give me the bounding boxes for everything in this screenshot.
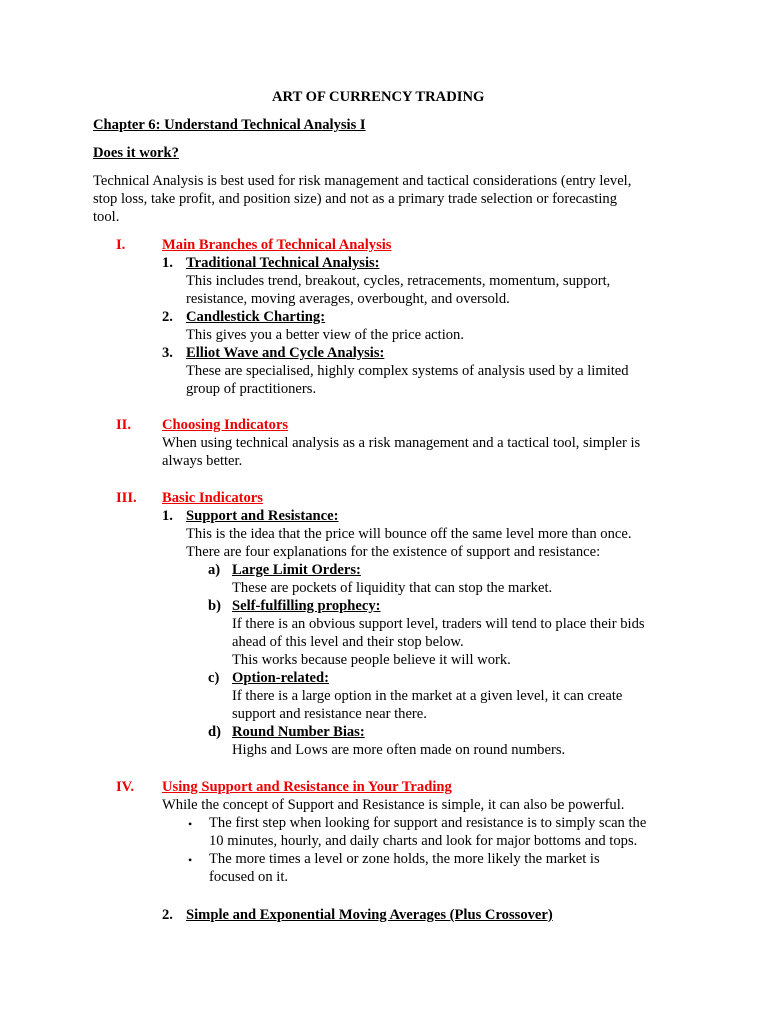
item-number: 1. [162,255,173,271]
section-numeral: I. [116,237,126,253]
sub-item-text: ahead of this level and their stop below. [232,634,464,650]
item-number: 3. [162,345,173,361]
item-text: group of practitioners. [186,381,317,397]
item-title: Simple and Exponential Moving Averages (Plus Crossover) [186,907,553,923]
item-text: This includes trend, breakout, cycles, retracements, momentum, support, [186,273,611,289]
sub-item-letter: d) [208,724,221,740]
item-text: This gives you a better view of the price action. [186,327,465,343]
item-text: This is the idea that the price will bounce off the same level more than once. [186,526,632,542]
document-title: ART OF CURRENCY TRADING [272,89,485,105]
section-text: While the concept of Support and Resistance is simple, it can also be powerful. [162,797,625,813]
section-numeral: IV. [116,779,134,795]
item-text: These are specialised, highly complex systems of analysis used by a limited [186,363,629,379]
bullet-text: 10 minutes, hourly, and daily charts and look for major bottoms and tops. [209,833,638,849]
intro-line: Technical Analysis is best used for risk management and tactical considerations (entry level, [93,173,632,189]
item-text: resistance, moving averages, overbought, and oversold. [186,291,510,307]
section-text: always better. [162,453,243,469]
intro-line: tool. [93,209,120,225]
section-heading: Main Branches of Technical Analysis [162,237,392,253]
section-heading: Using Support and Resistance in Your Trading [162,779,452,795]
section-numeral: III. [116,490,137,506]
item-number: 2. [162,907,173,923]
sub-item-title: Large Limit Orders: [232,562,361,578]
section-numeral: II. [116,417,132,433]
sub-item-text: This works because people believe it will work. [232,652,511,668]
section-heading: Basic Indicators [162,490,263,506]
sub-item-text: If there is an obvious support level, traders will tend to place their bids [232,616,645,632]
bullet-text: The first step when looking for support and resistance is to simply scan the [209,815,647,831]
section-text: When using technical analysis as a risk management and a tactical tool, simpler is [162,435,641,451]
item-title: Elliot Wave and Cycle Analysis: [186,345,385,361]
sub-item-text: Highs and Lows are more often made on round numbers. [232,742,566,758]
sub-item-text: These are pockets of liquidity that can stop the market. [232,580,553,596]
item-title: Candlestick Charting: [186,309,326,325]
item-number: 2. [162,309,173,325]
item-title: Support and Resistance: [186,508,339,524]
sub-item-letter: c) [208,670,220,686]
item-number: 1. [162,508,173,524]
sub-item-title: Option-related: [232,670,330,686]
bullet-text: The more times a level or zone holds, the more likely the market is [209,851,600,867]
sub-item-text: If there is a large option in the market at a given level, it can create [232,688,623,704]
sub-item-letter: b) [208,598,221,614]
bullet-icon: • [188,853,193,867]
sub-item-title: Round Number Bias: [232,724,365,740]
intro-line: stop loss, take profit, and position size) and not as a primary trade selection or forecasting [93,191,618,207]
sub-item-letter: a) [208,562,221,578]
sub-item-text: support and resistance near there. [232,706,427,722]
sub-item-title: Self-fulfilling prophecy: [232,598,381,614]
section-heading: Choosing Indicators [162,417,289,433]
question-heading: Does it work? [93,145,179,161]
chapter-heading: Chapter 6: Understand Technical Analysis I [93,117,366,133]
item-text: There are four explanations for the existence of support and resistance: [186,544,601,560]
bullet-icon: • [188,817,193,831]
item-title: Traditional Technical Analysis: [186,255,380,271]
bullet-text: focused on it. [209,869,289,885]
